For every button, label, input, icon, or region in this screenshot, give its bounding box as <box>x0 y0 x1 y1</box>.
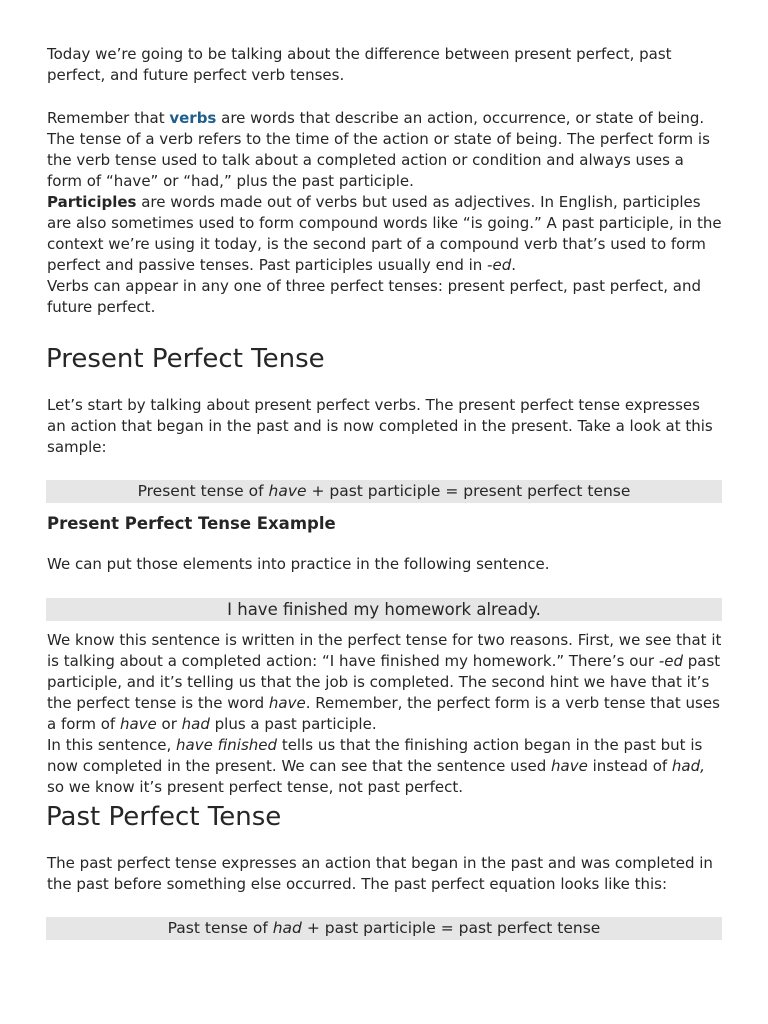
had-word: had <box>181 715 210 733</box>
participles-term: Participles <box>47 193 137 211</box>
present-perfect-heading: Present Perfect Tense <box>46 344 325 374</box>
ed-suffix: -ed <box>487 256 512 274</box>
present-perfect-intro <box>47 395 723 458</box>
example-intro-text: We can put those elements into practice in the following sentence. <box>47 555 550 573</box>
text-run: are words made out of verbs but used as adjectives. In English, participles are also sometimes used to form compound words like “is going.” A past participle, in the context we’re using it today, is the second part of a compound verb that’s used to form perfect and passive tenses. Past participles usually end in <box>47 193 722 274</box>
text-run: are words that describe an action, occurrence, or state of being. The tense of a verb refers to the time of the action or state of being. The perfect form is the verb tense used to talk about a completed action or condition and always uses a form of “have” or “had,” plus the past participle. <box>47 109 710 190</box>
text-run: instead of <box>587 757 672 775</box>
verbs-link[interactable]: verbs <box>169 109 217 127</box>
present-perfect-example-heading: Present Perfect Tense Example <box>47 514 336 533</box>
text-run: so we know it’s present perfect tense, not past perfect. <box>47 778 463 796</box>
explanation-block <box>47 630 723 798</box>
present-perfect-formula <box>46 480 722 503</box>
text-run: We know this sentence is written in the perfect tense for two reasons. First, we see that it is talking about a completed action: “I have finished my homework.” There’s our <box>47 631 722 670</box>
intro-paragraph <box>47 44 723 86</box>
definitions-block <box>47 108 723 318</box>
past-perfect-text: The past perfect tense expresses an action that began in the past and was completed in the past before something else occurred. The past perfect equation looks like this: <box>47 854 713 893</box>
text-run: plus a past participle. <box>209 715 377 733</box>
have-word: have <box>268 694 306 712</box>
ed-suffix: -ed <box>658 652 683 670</box>
present-perfect-text: Let’s start by talking about present perfect verbs. The present perfect tense expresses an action that began in the past and is now completed in the present. Take a look at this sample: <box>47 396 713 456</box>
explanation-paragraph-2 <box>47 735 723 798</box>
past-perfect-heading: Past Perfect Tense <box>46 802 282 832</box>
text-run: . Remember, the perfect form is a verb tense that uses a form of <box>47 694 720 733</box>
have-word: have <box>119 715 157 733</box>
explanation-paragraph-1 <box>47 630 723 735</box>
formula-had: had <box>272 919 302 937</box>
verbs-definition <box>47 108 723 192</box>
past-perfect-intro <box>47 853 723 895</box>
text-run: Remember that <box>47 109 170 127</box>
formula-have: have <box>268 482 307 500</box>
intro-text: Today we’re going to be talking about the difference between present perfect, past perfect, and future perfect verb tenses. <box>47 45 672 84</box>
text-run: In this sentence, <box>47 736 177 754</box>
formula-text: + past participle = present perfect tense <box>306 482 631 500</box>
have-word: have <box>551 757 588 775</box>
text-run: or <box>156 715 182 733</box>
three-tenses-text: Verbs can appear in any one of three perfect tenses: present perfect, past perfect, and future perfect. <box>47 277 702 316</box>
formula-text: Present tense of <box>137 482 269 500</box>
had-word: had, <box>671 757 705 775</box>
formula-text: Past tense of <box>167 919 273 937</box>
text-run: past participle, and it’s telling us that the job is completed. The second hint we have that it’s the perfect tense is the word <box>47 652 721 712</box>
have-finished-phrase: have finished <box>176 736 278 754</box>
text-run: . <box>511 256 516 274</box>
formula-text: + past participle = past perfect tense <box>301 919 601 937</box>
text-run: tells us that the finishing action began in the past but is now completed in the present. We can see that the sentence used <box>47 736 703 775</box>
example-intro <box>47 554 723 575</box>
past-perfect-formula <box>46 917 722 940</box>
example-sentence-box: I have finished my homework already. <box>46 598 722 621</box>
participles-definition <box>47 192 723 276</box>
